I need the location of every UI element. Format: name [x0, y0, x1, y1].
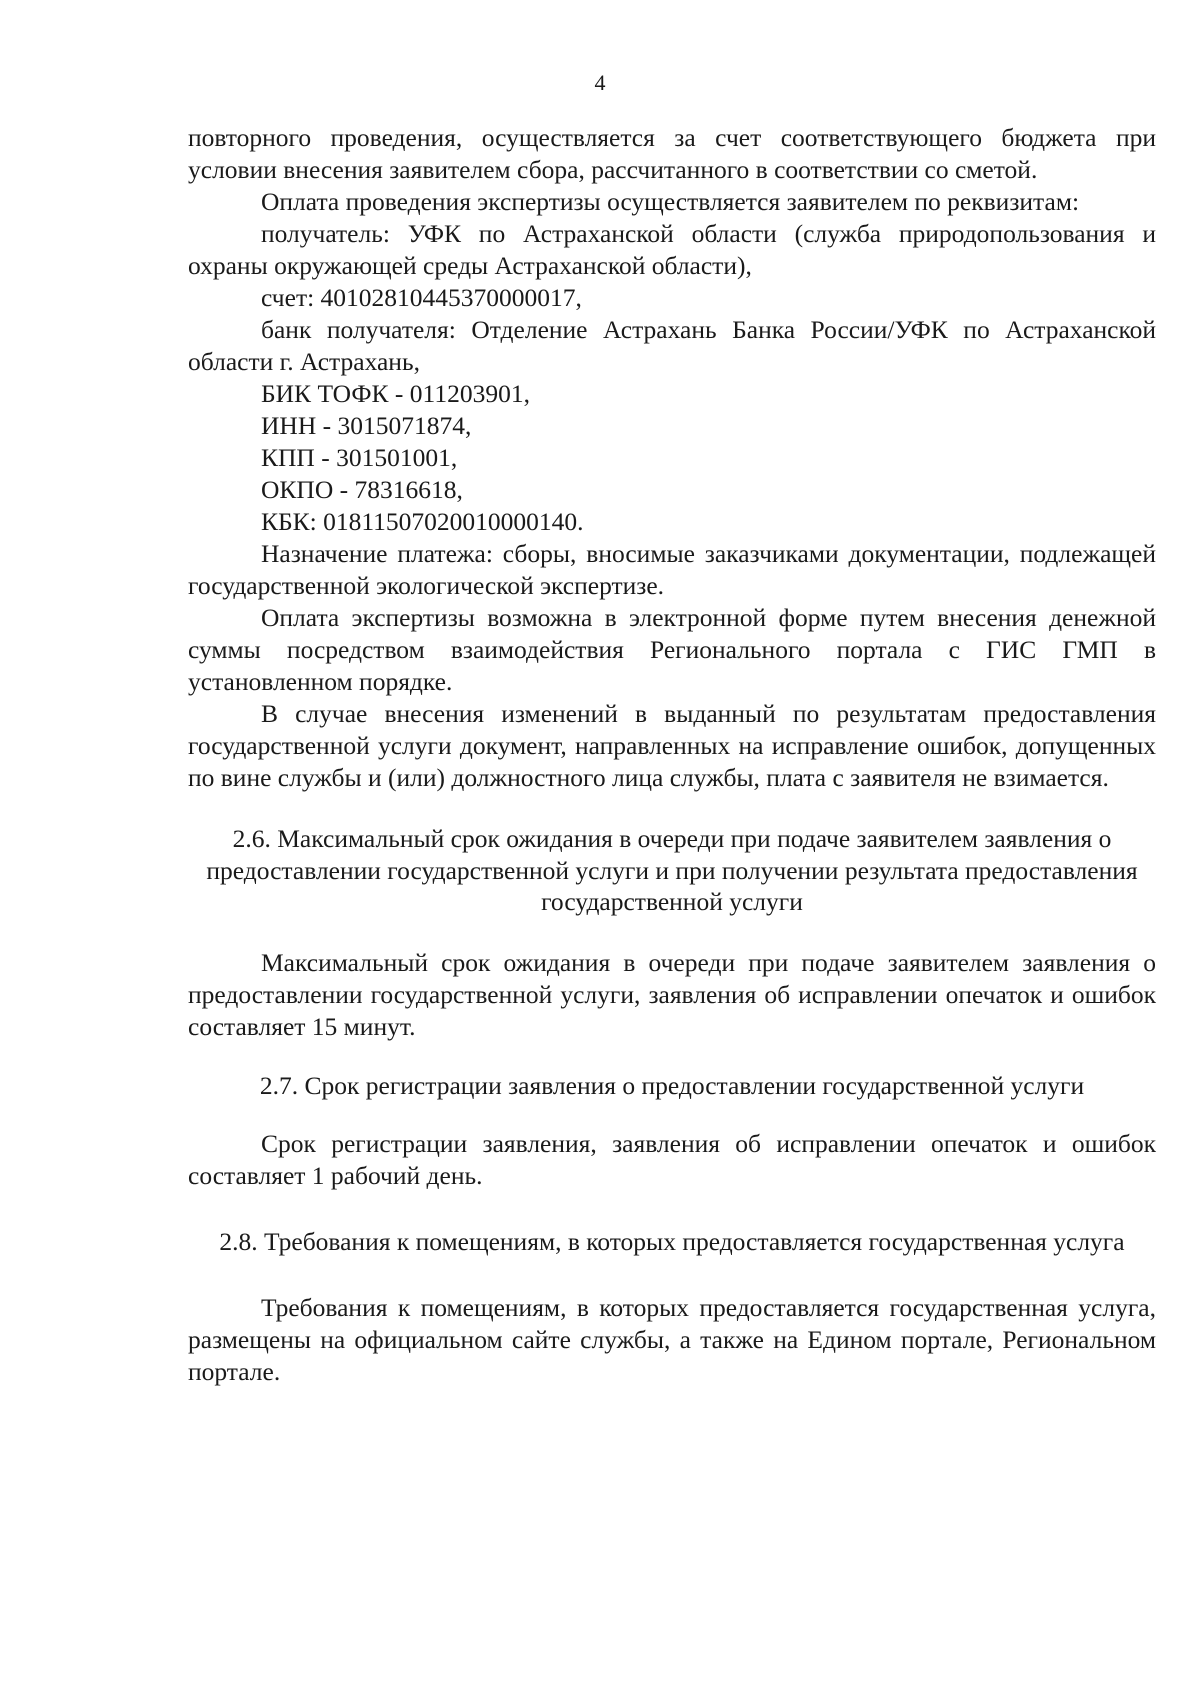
paragraph-inn: ИНН - 3015071874, [261, 411, 472, 440]
paragraph-recipient: получатель: УФК по Астраханской области (служба природопользования и охраны окружающей среды Астраханской области), [188, 219, 1156, 280]
paragraph-kpp: КПП - 301501001, [261, 443, 458, 472]
section-heading-2-6: 2.6. Максимальный срок ожидания в очереди при подаче заявителем заявления о предоставлении государственной услуги и при получении результата предоставления государственной услуги [206, 824, 1138, 916]
paragraph-electronic-payment: Оплата экспертизы возможна в электронной форме путем внесения денежной суммы посредством взаимодействия Регионального портала с ГИС ГМП в установленном порядке. [188, 603, 1156, 696]
section-heading-2-7: 2.7. Срок регистрации заявления о предоставлении государственной услуги [259, 1070, 1085, 1100]
document-body [188, 122, 1156, 1388]
paragraph-payment-purpose: Назначение платежа: сборы, вносимые заказчиками документации, подлежащей государственной экологической экспертизе. [188, 539, 1156, 600]
paragraph-account: счет: 40102810445370000017, [261, 283, 582, 312]
paragraph-kbk: КБК: 01811507020010000140. [261, 507, 584, 536]
section-text-2-8: Требования к помещениям, в которых предоставляется государственная услуга, размещены на официальном сайте службы, а также на Едином портале, Региональном портале. [188, 1292, 1156, 1386]
section-text-2-7: Срок регистрации заявления, заявления об исправлении опечаток и ошибок составляет 1 рабочий день. [188, 1129, 1156, 1190]
paragraph-payment-condition: повторного проведения, осуществляется за счет соответствующего бюджета при условии внесения заявителем сбора, рассчитанного в соответствии со сметой. [188, 123, 1156, 184]
paragraph-recipient-bank: банк получателя: Отделение Астрахань Банка России/УФК по Астраханской области г. Астрахань, [188, 315, 1156, 376]
paragraph-payment-details-intro: Оплата проведения экспертизы осуществляется заявителем по реквизитам: [261, 187, 1080, 216]
page-number: 4 [594, 70, 606, 95]
paragraph-bik: БИК ТОФК - 011203901, [261, 379, 530, 408]
paragraph-no-fee-corrections: В случае внесения изменений в выданный по результатам предоставления государственной услуги документ, направленных на исправление ошибок, допущенных по вине службы и (или) должностного лица службы, плата с заявителя не взимается. [188, 699, 1156, 792]
section-text-2-6: Максимальный срок ожидания в очереди при подаче заявителем заявления о предоставлении государственной услуги, заявления об исправлении опечаток и ошибок составляет 15 минут. [188, 947, 1156, 1041]
section-heading-2-8: 2.8. Требования к помещениям, в которых предоставляется государственная услуга [219, 1227, 1125, 1256]
paragraph-okpo: ОКПО - 78316618, [261, 475, 463, 504]
